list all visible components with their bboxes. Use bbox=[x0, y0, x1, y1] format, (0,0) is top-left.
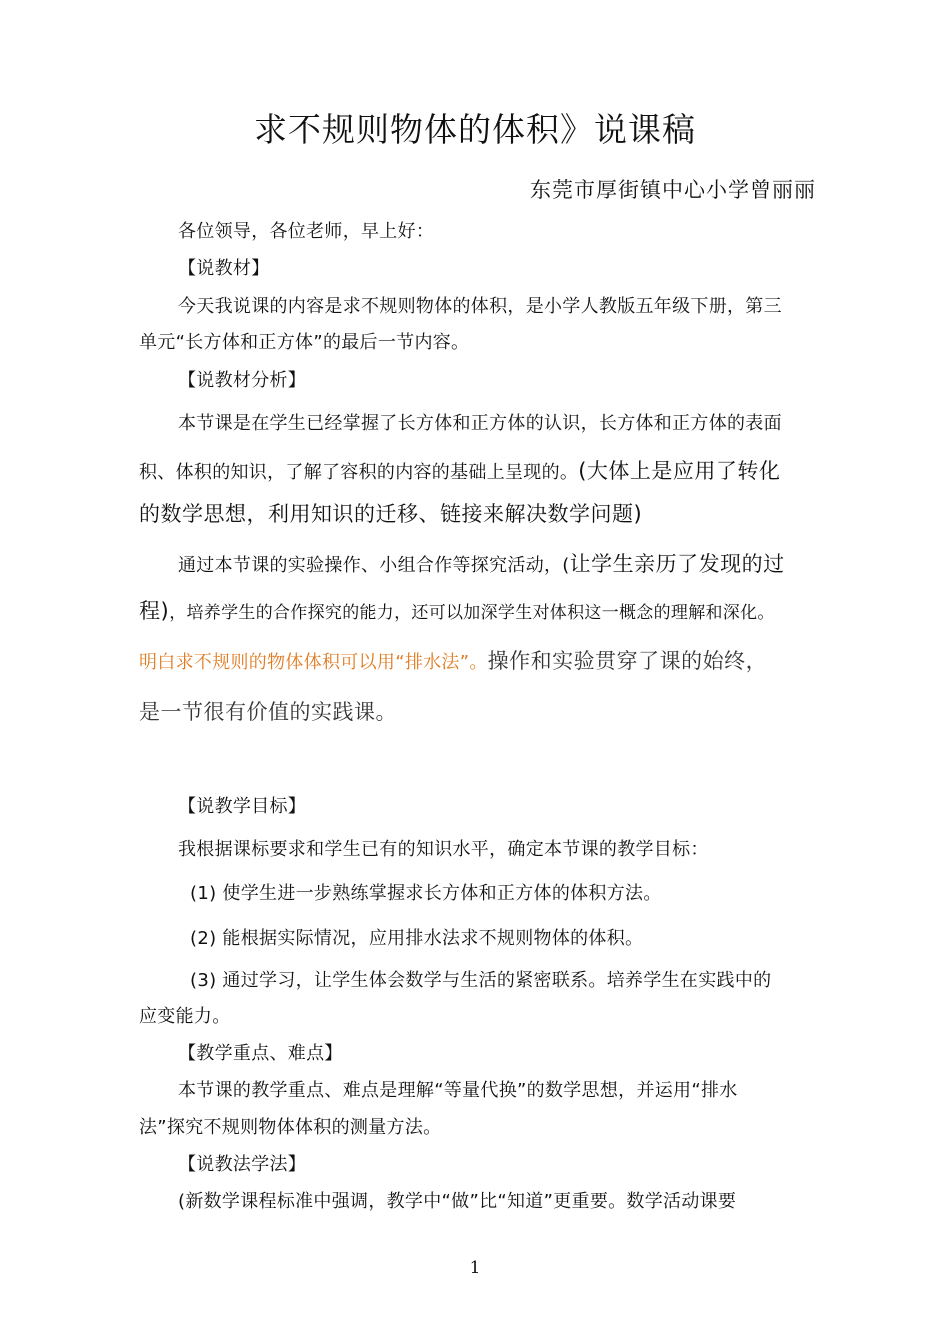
goal-item: (3) 通过学习，让学生体会数学与生活的紧密联系。培养学生在实践中的 bbox=[190, 970, 772, 991]
paragraph-text: (大体上是应用了转化 bbox=[578, 459, 781, 483]
greeting: 各位领导，各位老师，早上好： bbox=[178, 221, 435, 242]
paragraph-line bbox=[139, 597, 775, 625]
paragraph-line: 应变能力。 bbox=[139, 1006, 231, 1027]
goal-item: (1) 使学生进一步熟练掌握求长方体和正方体的体积方法。 bbox=[190, 883, 662, 904]
paragraph-line: 法”探究不规则物体体积的测量方法。 bbox=[139, 1117, 442, 1138]
paragraph-line bbox=[139, 457, 780, 485]
paragraph-text: 让学生亲历了发现的过 bbox=[569, 552, 785, 576]
paragraph-line bbox=[139, 647, 767, 675]
paragraph-line: (新数学课程标准中强调，教学中“做”比“知道”更重要。数学活动课要 bbox=[178, 1191, 737, 1212]
paragraph-text: 通过本节课的实验操作、小组合作等探究活动，( bbox=[178, 555, 570, 576]
paragraph-text: 程) bbox=[139, 599, 170, 623]
paragraph-line: 今天我说课的内容是求不规则物体的体积，是小学人教版五年级下册，第三 bbox=[178, 296, 782, 317]
paragraph-line: 本节课的教学重点、难点是理解“等量代换”的数学思想，并运用“排水 bbox=[178, 1080, 738, 1101]
paragraph-line: 本节课是在学生已经掌握了长方体和正方体的认识，长方体和正方体的表面 bbox=[178, 413, 782, 434]
goal-item: (2) 能根据实际情况，应用排水法求不规则物体的体积。 bbox=[190, 928, 644, 949]
page-number: 1 bbox=[469, 1258, 481, 1278]
section-heading-teaching-goals: 【说教学目标】 bbox=[178, 796, 307, 817]
author-line: 东莞市厚街镇中心小学曾丽丽 bbox=[530, 178, 816, 202]
paragraph-line: 的数学思想，利用知识的迁移、链接来解决数学问题) bbox=[139, 502, 643, 526]
paragraph-line: 单元“长方体和正方体”的最后一节内容。 bbox=[139, 332, 470, 353]
paragraph-text: 操作和实验贯穿了课的始终， bbox=[487, 649, 768, 673]
section-heading-textbook: 【说教材】 bbox=[178, 258, 270, 279]
section-heading-key-points: 【教学重点、难点】 bbox=[178, 1043, 343, 1064]
paragraph-line: 是一节很有价值的实践课。 bbox=[139, 700, 397, 724]
paragraph-line bbox=[178, 550, 785, 578]
section-heading-textbook-analysis: 【说教材分析】 bbox=[178, 370, 307, 391]
document-title: 求不规则物体的体积》说课稿 bbox=[254, 110, 696, 149]
paragraph-line: 我根据课标要求和学生已有的知识水平，确定本节课的教学目标： bbox=[178, 839, 709, 860]
paragraph-text: ，培养学生的合作探究的能力，还可以加深学生对体积这一概念的理解和深化。 bbox=[169, 603, 775, 623]
section-heading-methods: 【说教法学法】 bbox=[178, 1154, 307, 1175]
paragraph-text: 积、体积的知识，了解了容积的内容的基础上呈现的。 bbox=[139, 462, 579, 483]
highlighted-text: 明白求不规则的物体体积可以用“排水法”。 bbox=[139, 652, 488, 673]
